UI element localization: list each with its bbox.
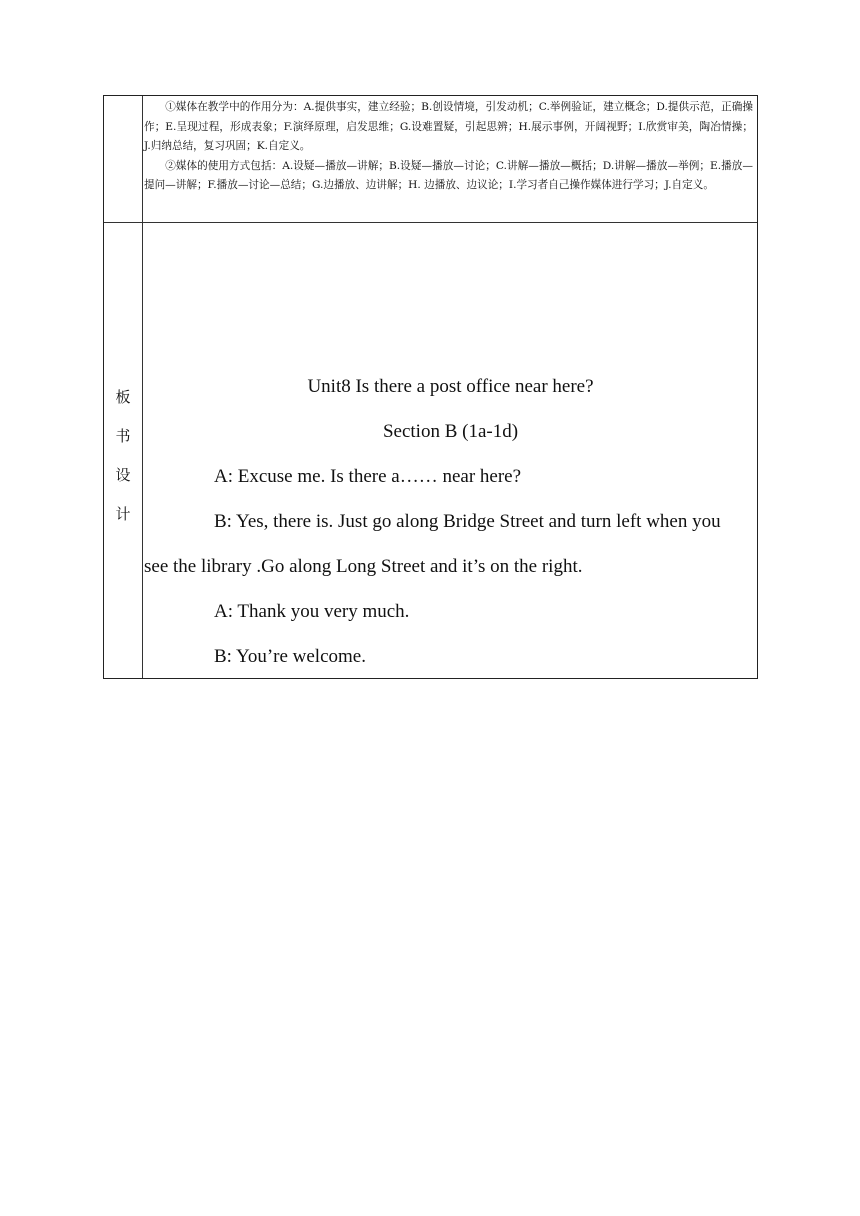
media-notes-cell [144, 98, 753, 196]
label-char: 板 [115, 388, 131, 406]
dialogue-line: A: Thank you very much. [214, 601, 410, 622]
dialogue-line: A: Excuse me. Is there a…… near here? [214, 466, 522, 487]
media-role-note: ①媒体在教学中的作用分为：A.提供事实，建立经验；B.创设情境，引发动机；C.举例验证，建立概念；D.提供示范，正确操作；E.呈现过程，形成表象；F.演绎原理，启发思维；G.设难置疑，引起思辨；H.展示事例，开阔视野；I.欣赏审美，陶冶情操；J.归纳总结，复习巩固；K.自定义。 [144, 101, 753, 152]
section-title: Section B (1a-1d) [382, 421, 519, 442]
dialogue-line: B: You’re welcome. [214, 646, 366, 667]
label-char: 书 [115, 427, 131, 445]
media-usage-note: ②媒体的使用方式包括：A.设疑—播放—讲解；B.设疑—播放—讨论；C.讲解—播放—概括；D.讲解—播放—举例；E.播放—提问—讲解；F.播放—讨论—总结；G.边播放、边讲解；H. 边播放、边议论；I.学习者自己操作媒体进行学习；J.自定义。 [144, 159, 753, 191]
label-char: 设 [115, 466, 131, 484]
dialogue-line: B: Yes, there is. Just go along Bridge Street and turn left when you [214, 511, 721, 532]
dialogue-line-continued: see the library .Go along Long Street and it’s on the right. [144, 556, 583, 577]
lesson-plan-table [103, 95, 758, 679]
unit-title: Unit8 Is there a post office near here? [307, 376, 594, 397]
board-design-label [104, 378, 142, 534]
row-divider [104, 222, 757, 223]
label-char: 计 [115, 505, 131, 523]
column-divider [142, 96, 143, 678]
